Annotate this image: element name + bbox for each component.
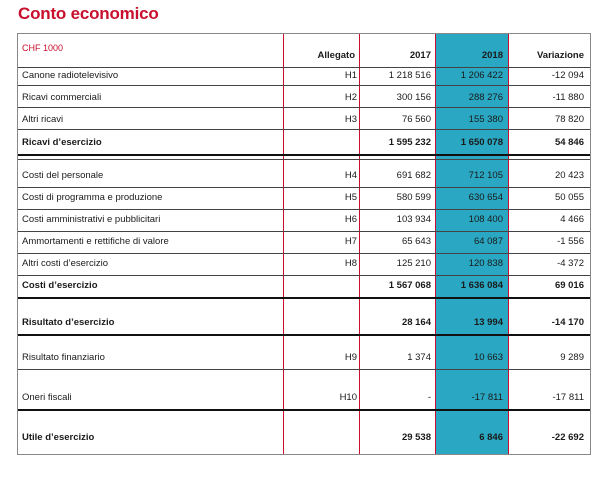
row-value-2017: 691 682 — [396, 170, 431, 181]
row-label: Costi di programma e produzione — [22, 192, 163, 203]
row-allegato: H7 — [344, 236, 357, 247]
row-label: Utile d’esercizio — [22, 432, 95, 443]
row-value-2018: 108 400 — [468, 214, 503, 225]
row-allegato: H1 — [344, 70, 357, 81]
row-divider — [18, 209, 590, 210]
row-allegato: H6 — [344, 214, 357, 225]
row-value-2018: 64 087 — [473, 236, 503, 247]
row-divider — [18, 129, 590, 130]
row-value-2018: 6 846 — [479, 432, 503, 443]
row-divider — [18, 409, 590, 411]
row-value-2018: 630 654 — [468, 192, 503, 203]
row-label: Ricavi commerciali — [22, 92, 102, 103]
row-label: Altri ricavi — [22, 114, 64, 125]
row-divider — [18, 334, 590, 336]
row-value-2017: - — [427, 392, 431, 403]
row-divider — [18, 67, 590, 68]
row-value-2017: 300 156 — [396, 92, 431, 103]
row-divider — [18, 369, 590, 370]
row-label: Ricavi d’esercizio — [22, 137, 102, 148]
row-value-2018: 1 206 422 — [460, 70, 503, 81]
row-allegato: H10 — [339, 392, 357, 403]
row-variazione: 50 055 — [554, 192, 584, 203]
header-allegato: Allegato — [317, 50, 355, 61]
row-allegato: H5 — [344, 192, 357, 203]
row-value-2017: 1 595 232 — [388, 137, 431, 148]
page-title: Conto economico — [18, 4, 159, 23]
row-variazione: 20 423 — [554, 170, 584, 181]
header-2018: 2018 — [481, 50, 503, 61]
row-allegato: H8 — [344, 258, 357, 269]
row-value-2017: 1 567 068 — [388, 280, 431, 291]
row-variazione: 4 466 — [560, 214, 584, 225]
row-divider — [18, 154, 590, 156]
row-allegato: H3 — [344, 114, 357, 125]
row-variazione: -14 170 — [551, 317, 584, 328]
row-variazione: 69 016 — [554, 280, 584, 291]
row-variazione: -12 094 — [551, 70, 584, 81]
row-variazione: 78 820 — [554, 114, 584, 125]
row-value-2018: 120 838 — [468, 258, 503, 269]
row-value-2018: 1 636 084 — [460, 280, 503, 291]
row-variazione: -17 811 — [552, 392, 584, 403]
row-divider — [18, 107, 590, 108]
row-variazione: -22 692 — [551, 432, 584, 443]
row-value-2018: 1 650 078 — [460, 137, 503, 148]
header-2017: 2017 — [409, 50, 431, 61]
row-allegato: H2 — [344, 92, 357, 103]
row-divider — [18, 85, 590, 86]
row-variazione: 9 289 — [560, 352, 584, 363]
row-value-2018: 155 380 — [468, 114, 503, 125]
row-value-2017: 65 643 — [401, 236, 431, 247]
row-label: Altri costi d’esercizio — [22, 258, 109, 269]
row-label: Canone radiotelevisivo — [22, 70, 119, 81]
row-divider — [18, 275, 590, 276]
row-label: Risultato d’esercizio — [22, 317, 115, 328]
row-allegato: H9 — [344, 352, 357, 363]
row-divider — [18, 297, 590, 299]
row-value-2018: 10 663 — [473, 352, 503, 363]
row-divider — [18, 231, 590, 232]
row-value-2018: -17 811 — [471, 392, 503, 403]
row-value-2017: 1 218 516 — [388, 70, 431, 81]
row-value-2017: 76 560 — [401, 114, 431, 125]
row-variazione: -1 556 — [557, 236, 584, 247]
row-variazione: -11 880 — [552, 92, 584, 103]
row-value-2018: 288 276 — [468, 92, 503, 103]
row-value-2017: 125 210 — [396, 258, 431, 269]
row-label: Costi del personale — [22, 170, 104, 181]
row-label: Costi amministrativi e pubblicitari — [22, 214, 161, 225]
row-value-2018: 712 105 — [468, 170, 503, 181]
row-value-2018: 13 994 — [473, 317, 503, 328]
row-allegato: H4 — [344, 170, 357, 181]
row-value-2017: 29 538 — [401, 432, 431, 443]
row-label: Costi d’esercizio — [22, 280, 98, 291]
row-divider — [18, 253, 590, 254]
row-divider — [18, 159, 590, 160]
row-value-2017: 1 374 — [407, 352, 431, 363]
header-variazione: Variazione — [537, 50, 584, 61]
unit-label: CHF 1000 — [22, 43, 64, 53]
row-value-2017: 103 934 — [396, 214, 431, 225]
row-variazione: -4 372 — [557, 258, 584, 269]
row-value-2017: 580 599 — [396, 192, 431, 203]
row-label: Oneri fiscali — [22, 392, 72, 403]
row-value-2017: 28 164 — [401, 317, 431, 328]
row-variazione: 54 846 — [554, 137, 584, 148]
row-label: Risultato finanziario — [22, 352, 105, 363]
income-statement-table — [17, 33, 591, 455]
row-divider — [18, 187, 590, 188]
row-label: Ammortamenti e rettifiche di valore — [22, 236, 169, 247]
